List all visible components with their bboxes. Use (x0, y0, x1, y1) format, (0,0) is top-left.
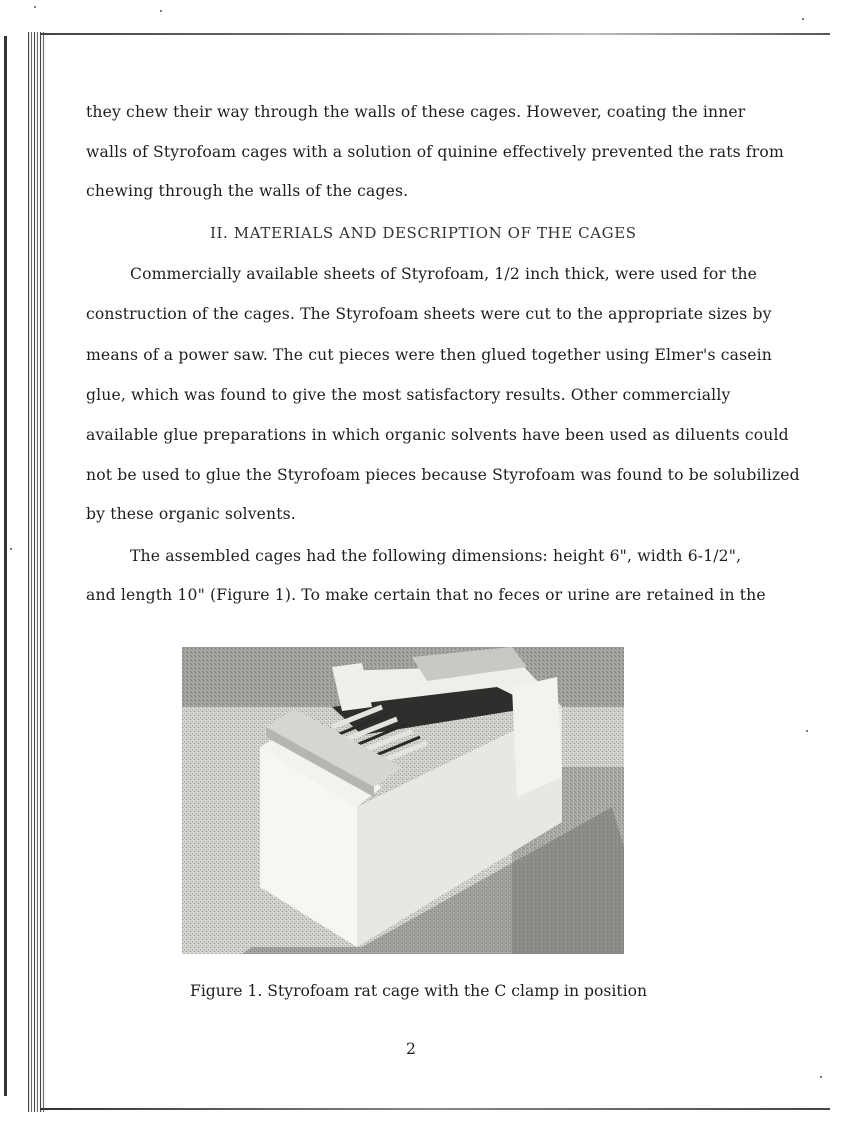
section-heading: II. MATERIALS AND DESCRIPTION OF THE CAGES (210, 224, 637, 242)
page-number: 2 (406, 1040, 416, 1058)
bottom-rule (40, 1108, 830, 1110)
scan-speck (802, 18, 804, 20)
body-line: they chew their way through the walls of these cages. However, coating the inner (86, 103, 746, 121)
body-line: walls of Styrofoam cages with a solution of quinine effectively prevented the rats from (86, 143, 784, 161)
scan-speck (10, 548, 12, 550)
figure-caption: Figure 1. Styrofoam rat cage with the C clamp in position (190, 982, 648, 1000)
cage-photo (182, 647, 624, 954)
body-line: chewing through the walls of the cages. (86, 182, 409, 200)
scan-speck (34, 6, 36, 8)
scan-speck (820, 1076, 822, 1078)
body-line: means of a power saw. The cut pieces were then glued together using Elmer's casein (86, 346, 772, 364)
binding-edge (28, 32, 46, 1112)
cage-photo-illustration (182, 647, 624, 954)
body-line: and length 10" (Figure 1). To make certain that no feces or urine are retained in the (86, 586, 766, 604)
body-line: not be used to glue the Styrofoam pieces because Styrofoam was found to be solubilized (86, 466, 800, 484)
scan-speck (806, 730, 808, 732)
body-line: construction of the cages. The Styrofoam sheets were cut to the appropriate sizes by (86, 305, 772, 323)
body-line: available glue preparations in which organic solvents have been used as diluents could (86, 426, 789, 444)
body-line: glue, which was found to give the most satisfactory results. Other commercially (86, 386, 731, 404)
body-line: Commercially available sheets of Styrofoam, 1/2 inch thick, were used for the (130, 265, 758, 283)
scan-edge (4, 36, 7, 1096)
body-line: The assembled cages had the following dimensions: height 6", width 6-1/2", (130, 547, 742, 565)
top-rule (40, 33, 830, 35)
body-line: by these organic solvents. (86, 505, 296, 523)
scan-speck (160, 10, 162, 12)
